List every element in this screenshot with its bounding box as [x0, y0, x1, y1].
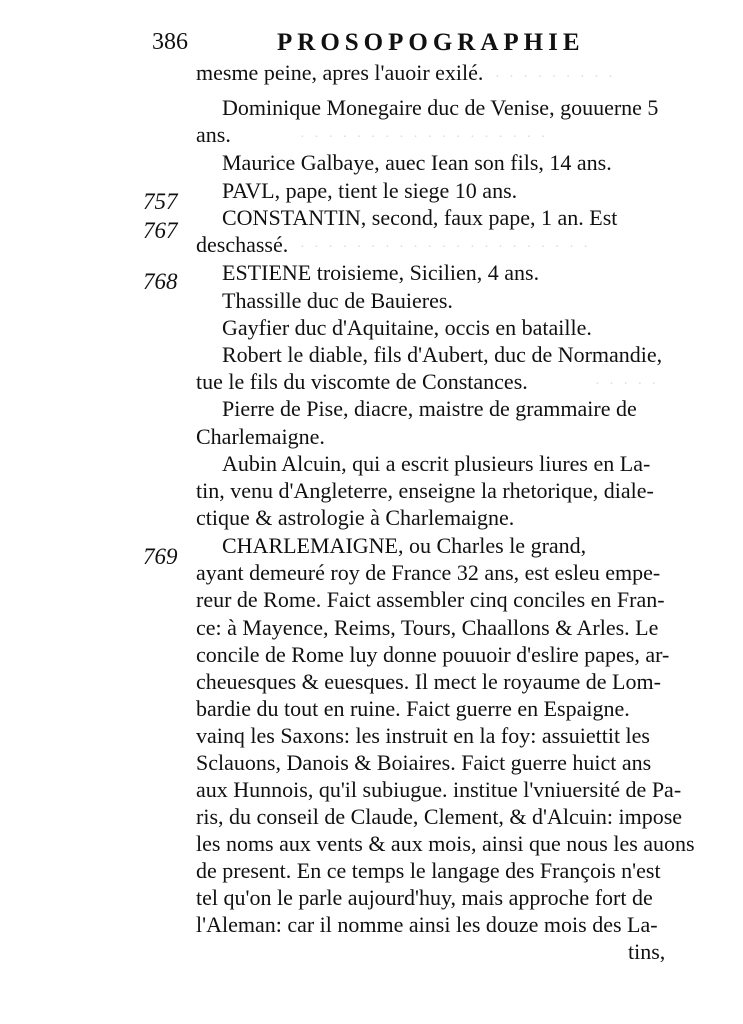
margin-year-757: 757	[143, 189, 178, 214]
show-through-mark: · · · · ·	[595, 377, 660, 392]
text-line: ctique & astrologie à Charlemaigne.	[196, 505, 515, 530]
margin-year-768: 768	[143, 269, 178, 294]
margin-year-769: 769	[143, 544, 178, 569]
text-line: tue le fils du viscomte de Constances.	[196, 369, 528, 394]
text-line: cheuesques & euesques. Il mect le royaume de Lom-	[196, 669, 661, 694]
text-line: ans.	[196, 122, 231, 147]
text-line: ris, du conseil de Claude, Clement, & d'Alcuin: impose	[196, 804, 683, 829]
catchword: tins,	[628, 939, 666, 964]
text-line: les noms aux vents & aux mois, ainsi que nous les auons	[196, 831, 695, 856]
text-line: Maurice Galbaye, auec Iean son fils, 14 ans.	[222, 150, 612, 175]
text-line: Pierre de Pise, diacre, maistre de grammaire de	[222, 396, 637, 421]
running-header: PROSOPOGRAPHIE	[277, 29, 585, 56]
text-line: Sclauons, Danois & Boiaires. Faict guerre huict ans	[196, 750, 652, 775]
margin-year-767: 767	[143, 218, 178, 243]
show-through-mark: · · · · · · · · · · · · · · · · · ·	[300, 130, 549, 145]
text-line: de present. En ce temps le langage des François n'est	[196, 858, 661, 883]
text-line: CHARLEMAIGNE, ou Charles le grand,	[222, 533, 587, 558]
text-line: tin, venu d'Angleterre, enseigne la rhetorique, diale-	[196, 478, 654, 503]
text-line: Thassille duc de Bauieres.	[222, 288, 453, 313]
page-number: 386	[152, 29, 188, 55]
show-through-mark: · · · · · · · · ·	[495, 70, 616, 85]
text-line: PAVL, pape, tient le siege 10 ans.	[222, 178, 518, 203]
text-line: CONSTANTIN, second, faux pape, 1 an. Est	[222, 205, 618, 230]
text-line: bardie du tout en ruine. Faict guerre en Espaigne.	[196, 696, 630, 721]
text-line: Robert le diable, fils d'Aubert, duc de Normandie,	[222, 342, 663, 367]
text-line: Charlemaigne.	[196, 424, 325, 449]
text-line: ESTIENE troisieme, Sicilien, 4 ans.	[222, 260, 540, 285]
text-line: Gayfier duc d'Aquitaine, occis en bataille.	[222, 315, 592, 340]
show-through-mark: · · · · · · · · · · · · · · · · · · · · ·	[300, 240, 591, 255]
text-line: Aubin Alcuin, qui a escrit plusieurs liures en La-	[222, 451, 651, 476]
text-line: tel qu'on le parle aujourd'huy, mais approche fort de	[196, 885, 653, 910]
text-line: reur de Rome. Faict assembler cinq conciles en Fran-	[196, 587, 665, 612]
text-line: vainq les Saxons: les instruit en la foy: assuiettit les	[196, 723, 650, 748]
text-line: Dominique Monegaire duc de Venise, gouuerne 5	[222, 95, 659, 120]
text-line: ayant demeuré roy de France 32 ans, est esleu empe-	[196, 560, 661, 585]
text-line: ce: à Mayence, Reims, Tours, Chaallons & Arles. Le	[196, 615, 659, 640]
text-line: concile de Rome luy donne pouuoir d'eslire papes, ar-	[196, 642, 670, 667]
text-line: mesme peine, apres l'auoir exilé.	[196, 60, 484, 85]
text-line: l'Aleman: car il nomme ainsi les douze mois des La-	[196, 912, 658, 937]
text-line: deschassé.	[196, 232, 289, 257]
text-line: aux Hunnois, qu'il subiugue. institue l'vniuersité de Pa-	[196, 777, 682, 802]
